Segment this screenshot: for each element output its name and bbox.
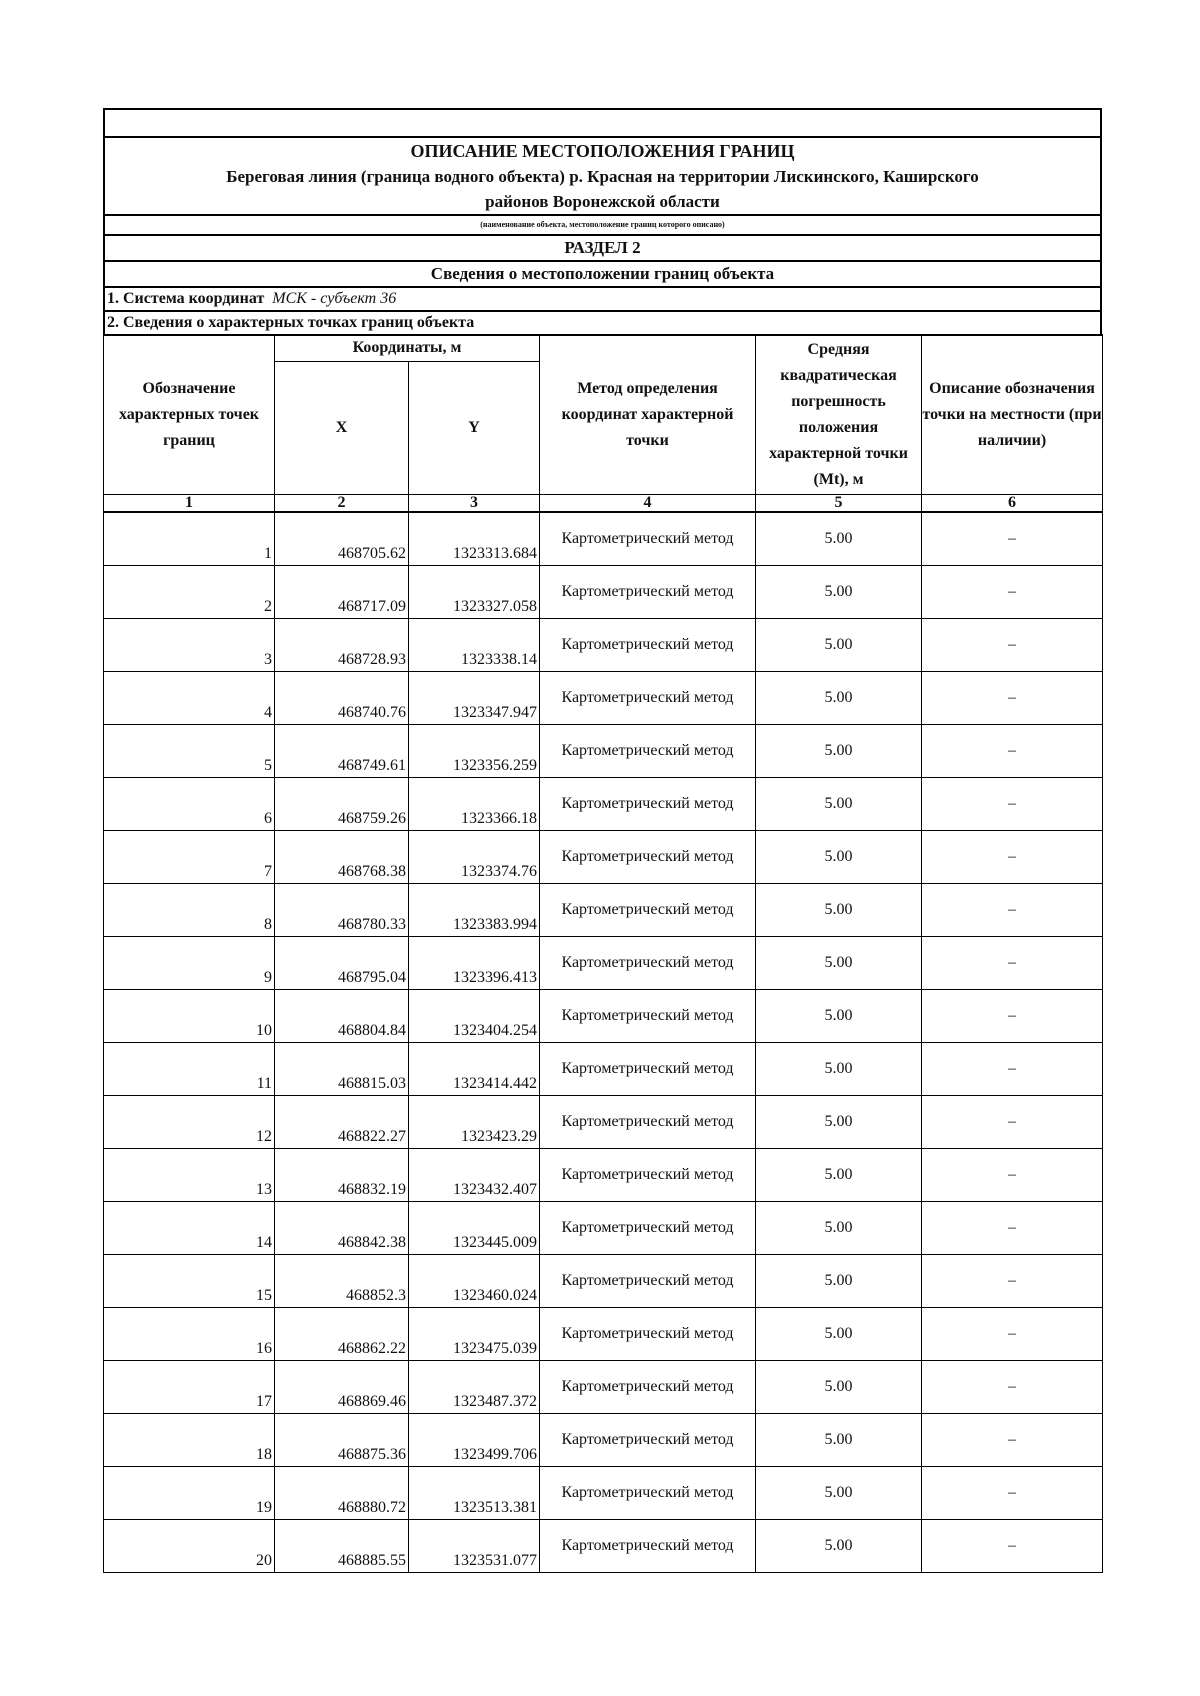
y-coordinate-cell: 1323531.077 (409, 1520, 540, 1573)
x-coordinate-cell: 468842.38 (275, 1202, 409, 1255)
coordinate-system-value: МСК - субъект 36 (272, 290, 397, 307)
mean-square-error-cell: 5.00 (756, 1043, 922, 1096)
y-coordinate-cell: 1323432.407 (409, 1149, 540, 1202)
point-number-cell: 19 (104, 1467, 275, 1520)
method-cell: Картометрический метод (540, 672, 756, 725)
point-description-cell: – (922, 1361, 1103, 1414)
point-number-cell: 20 (104, 1520, 275, 1573)
table-row (104, 1414, 1103, 1467)
table-row (104, 831, 1103, 884)
mean-square-error-cell: 5.00 (756, 619, 922, 672)
y-coordinate-cell: 1323513.381 (409, 1467, 540, 1520)
point-number-cell: 9 (104, 937, 275, 990)
x-coordinate-cell: 468815.03 (275, 1043, 409, 1096)
table-row (104, 1361, 1103, 1414)
point-number-cell: 15 (104, 1255, 275, 1308)
y-coordinate-cell: 1323338.14 (409, 619, 540, 672)
boundary-points-table (103, 334, 1103, 1573)
x-coordinate-cell: 468740.76 (275, 672, 409, 725)
method-cell: Картометрический метод (540, 1043, 756, 1096)
point-description-cell: – (922, 1043, 1103, 1096)
x-coordinate-cell: 468852.3 (275, 1255, 409, 1308)
y-coordinate-cell: 1323423.29 (409, 1096, 540, 1149)
method-cell: Картометрический метод (540, 1255, 756, 1308)
x-coordinate-cell: 468705.62 (275, 512, 409, 566)
table-row (104, 1149, 1103, 1202)
x-coordinate-cell: 468880.72 (275, 1467, 409, 1520)
method-cell: Картометрический метод (540, 937, 756, 990)
y-coordinate-cell: 1323396.413 (409, 937, 540, 990)
x-coordinate-cell: 468780.33 (275, 884, 409, 937)
mean-square-error-cell: 5.00 (756, 1096, 922, 1149)
table-row (104, 1467, 1103, 1520)
point-number-cell: 12 (104, 1096, 275, 1149)
mean-square-error-cell: 5.00 (756, 1255, 922, 1308)
point-description-cell: – (922, 1414, 1103, 1467)
point-description-cell: – (922, 1149, 1103, 1202)
x-coordinate-cell: 468804.84 (275, 990, 409, 1043)
point-description-cell: – (922, 884, 1103, 937)
mean-square-error-cell: 5.00 (756, 990, 922, 1043)
point-number-cell: 6 (104, 778, 275, 831)
y-coordinate-cell: 1323366.18 (409, 778, 540, 831)
method-cell: Картометрический метод (540, 1149, 756, 1202)
table-row (104, 566, 1103, 619)
column-number: 2 (275, 495, 409, 513)
x-coordinate-cell: 468717.09 (275, 566, 409, 619)
header-point-description: Описание обозначения точки на местности (при наличии) (922, 335, 1103, 495)
y-coordinate-cell: 1323356.259 (409, 725, 540, 778)
x-coordinate-cell: 468759.26 (275, 778, 409, 831)
mean-square-error-cell: 5.00 (756, 1308, 922, 1361)
mean-square-error-cell: 5.00 (756, 1149, 922, 1202)
method-cell: Картометрический метод (540, 1467, 756, 1520)
point-description-cell: – (922, 725, 1103, 778)
point-number-cell: 3 (104, 619, 275, 672)
point-description-cell: – (922, 672, 1103, 725)
x-coordinate-cell: 468832.19 (275, 1149, 409, 1202)
mean-square-error-cell: 5.00 (756, 831, 922, 884)
blank-top-row (104, 109, 1101, 137)
method-cell: Картометрический метод (540, 566, 756, 619)
table-row (104, 725, 1103, 778)
point-description-cell: – (922, 1096, 1103, 1149)
point-number-cell: 16 (104, 1308, 275, 1361)
section-title: РАЗДЕЛ 2 (104, 235, 1101, 261)
document-subtitle-line1: Береговая линия (граница водного объекта) р. Красная на территории Лискинского, Каширского (226, 167, 979, 186)
x-coordinate-cell: 468885.55 (275, 1520, 409, 1573)
mean-square-error-cell: 5.00 (756, 884, 922, 937)
point-description-cell: – (922, 778, 1103, 831)
y-coordinate-cell: 1323445.009 (409, 1202, 540, 1255)
x-coordinate-cell: 468749.61 (275, 725, 409, 778)
header-x: X (275, 362, 409, 495)
mean-square-error-cell: 5.00 (756, 1467, 922, 1520)
y-coordinate-cell: 1323460.024 (409, 1255, 540, 1308)
x-coordinate-cell: 468795.04 (275, 937, 409, 990)
point-description-cell: – (922, 1467, 1103, 1520)
table-row (104, 1255, 1103, 1308)
document-title: ОПИСАНИЕ МЕСТОПОЛОЖЕНИЯ ГРАНИЦ (410, 141, 795, 161)
column-number: 4 (540, 495, 756, 513)
point-number-cell: 2 (104, 566, 275, 619)
table-row (104, 1520, 1103, 1573)
column-number: 3 (409, 495, 540, 513)
point-number-cell: 10 (104, 990, 275, 1043)
y-coordinate-cell: 1323313.684 (409, 512, 540, 566)
method-cell: Картометрический метод (540, 1520, 756, 1573)
mean-square-error-cell: 5.00 (756, 937, 922, 990)
mean-square-error-cell: 5.00 (756, 566, 922, 619)
y-coordinate-cell: 1323383.994 (409, 884, 540, 937)
point-description-cell: – (922, 831, 1103, 884)
column-number: 1 (104, 495, 275, 513)
y-coordinate-cell: 1323347.947 (409, 672, 540, 725)
point-description-cell: – (922, 566, 1103, 619)
x-coordinate-cell: 468822.27 (275, 1096, 409, 1149)
mean-square-error-cell: 5.00 (756, 1361, 922, 1414)
mean-square-error-cell: 5.00 (756, 1414, 922, 1467)
method-cell: Картометрический метод (540, 1414, 756, 1467)
header-method: Метод определения координат характерной точки (540, 335, 756, 495)
point-number-cell: 13 (104, 1149, 275, 1202)
mean-square-error-cell: 5.00 (756, 1520, 922, 1573)
point-description-cell: – (922, 1202, 1103, 1255)
document-subtitle-line2: районов Воронежской области (485, 192, 720, 211)
point-description-cell: – (922, 512, 1103, 566)
column-number: 5 (756, 495, 922, 513)
y-coordinate-cell: 1323414.442 (409, 1043, 540, 1096)
header-mean-square-error: Средняя квадратическая погрешность положения характерной точки (Mt), м (756, 335, 922, 495)
method-cell: Картометрический метод (540, 1202, 756, 1255)
method-cell: Картометрический метод (540, 619, 756, 672)
method-cell: Картометрический метод (540, 1096, 756, 1149)
point-number-cell: 5 (104, 725, 275, 778)
point-description-cell: – (922, 1308, 1103, 1361)
mean-square-error-cell: 5.00 (756, 725, 922, 778)
table-row (104, 990, 1103, 1043)
method-cell: Картометрический метод (540, 1361, 756, 1414)
object-name-note: (наименование объекта, местоположение границ которого описано) (104, 215, 1101, 235)
document-header (103, 108, 1102, 336)
y-coordinate-cell: 1323475.039 (409, 1308, 540, 1361)
point-number-cell: 8 (104, 884, 275, 937)
x-coordinate-cell: 468869.46 (275, 1361, 409, 1414)
point-number-cell: 4 (104, 672, 275, 725)
title-block (104, 137, 1101, 215)
table-row (104, 672, 1103, 725)
table-row (104, 937, 1103, 990)
table-row (104, 1202, 1103, 1255)
point-description-cell: – (922, 619, 1103, 672)
table-row (104, 884, 1103, 937)
header-y: Y (409, 362, 540, 495)
table-row (104, 778, 1103, 831)
method-cell: Картометрический метод (540, 1308, 756, 1361)
header-point-designation: Обозначение характерных точек границ (104, 335, 275, 495)
point-description-cell: – (922, 1255, 1103, 1308)
mean-square-error-cell: 5.00 (756, 1202, 922, 1255)
method-cell: Картометрический метод (540, 990, 756, 1043)
x-coordinate-cell: 468875.36 (275, 1414, 409, 1467)
method-cell: Картометрический метод (540, 778, 756, 831)
method-cell: Картометрический метод (540, 884, 756, 937)
x-coordinate-cell: 468728.93 (275, 619, 409, 672)
mean-square-error-cell: 5.00 (756, 512, 922, 566)
column-number: 6 (922, 495, 1103, 513)
y-coordinate-cell: 1323327.058 (409, 566, 540, 619)
y-coordinate-cell: 1323499.706 (409, 1414, 540, 1467)
y-coordinate-cell: 1323404.254 (409, 990, 540, 1043)
x-coordinate-cell: 468768.38 (275, 831, 409, 884)
y-coordinate-cell: 1323374.76 (409, 831, 540, 884)
point-description-cell: – (922, 937, 1103, 990)
point-number-cell: 18 (104, 1414, 275, 1467)
x-coordinate-cell: 468862.22 (275, 1308, 409, 1361)
header-coordinates: Координаты, м (275, 335, 540, 362)
point-description-cell: – (922, 1520, 1103, 1573)
y-coordinate-cell: 1323487.372 (409, 1361, 540, 1414)
point-number-cell: 17 (104, 1361, 275, 1414)
mean-square-error-cell: 5.00 (756, 778, 922, 831)
table-row (104, 1308, 1103, 1361)
table-row (104, 512, 1103, 566)
point-description-cell: – (922, 990, 1103, 1043)
table-row (104, 1096, 1103, 1149)
method-cell: Картометрический метод (540, 512, 756, 566)
method-cell: Картометрический метод (540, 725, 756, 778)
mean-square-error-cell: 5.00 (756, 672, 922, 725)
section-subtitle: Сведения о местоположении границ объекта (104, 261, 1101, 287)
column-number-row (104, 495, 1103, 513)
point-number-cell: 11 (104, 1043, 275, 1096)
method-cell: Картометрический метод (540, 831, 756, 884)
points-info-label: 2. Сведения о характерных точках границ объекта (104, 311, 1101, 335)
table-row (104, 619, 1103, 672)
coordinate-system-row (104, 287, 1101, 311)
table-row (104, 1043, 1103, 1096)
point-number-cell: 14 (104, 1202, 275, 1255)
coordinate-system-label: 1. Система координат (107, 290, 265, 307)
point-number-cell: 7 (104, 831, 275, 884)
boundary-description-document (103, 108, 1102, 1573)
point-number-cell: 1 (104, 512, 275, 566)
